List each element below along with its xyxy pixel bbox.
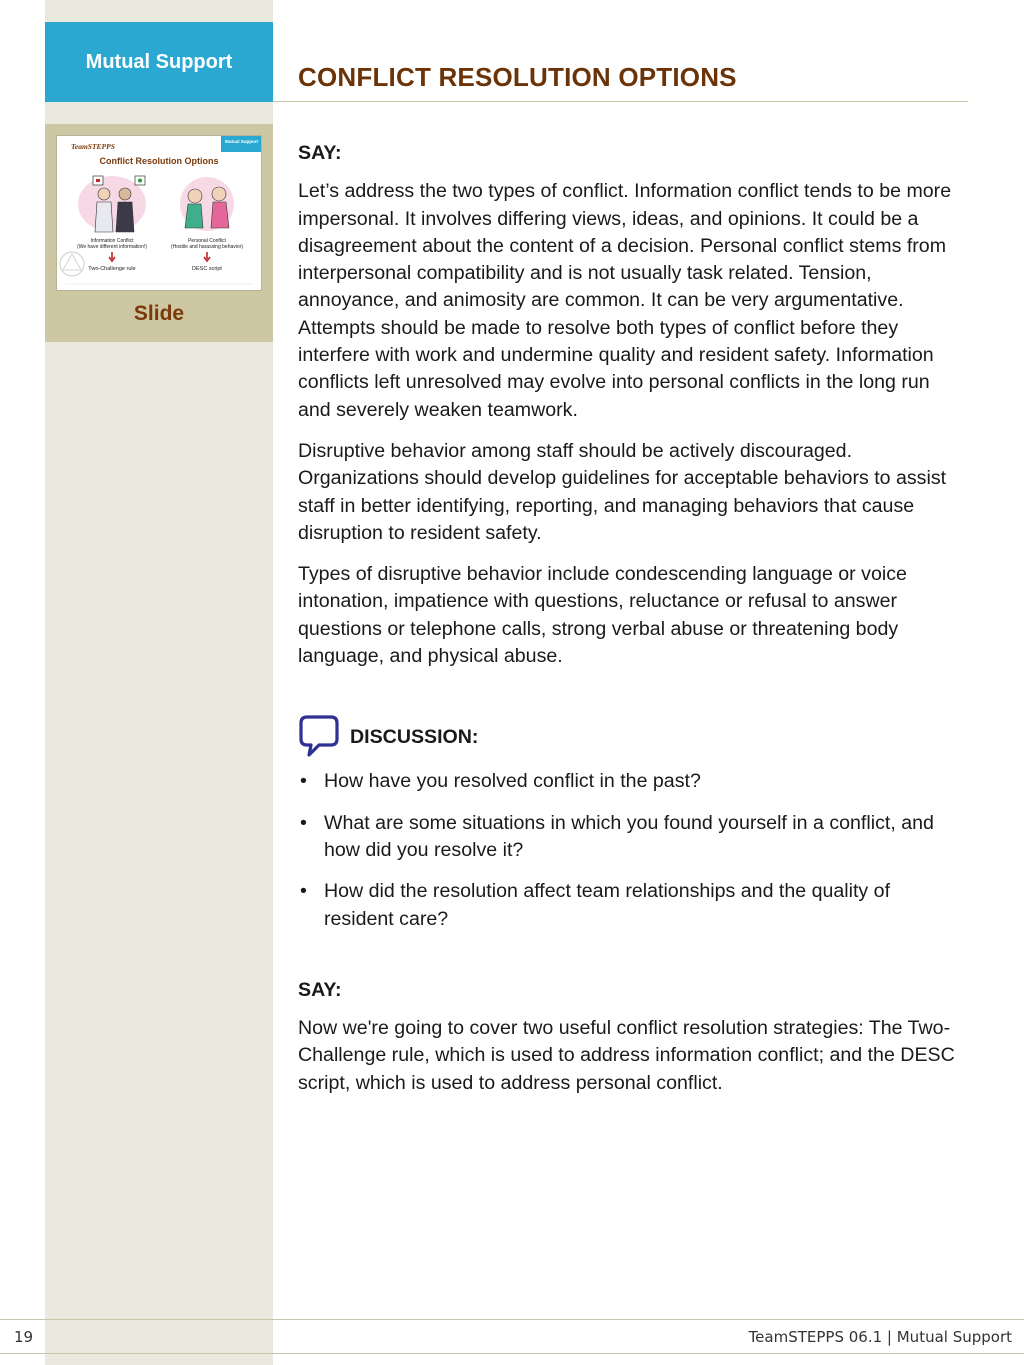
thumb-right-strategy: DESC script [192,266,222,272]
list-item-text: What are some situations in which you found yourself in a conflict, and how did you resolve it? [324,811,934,861]
discussion-list [298,768,963,932]
title-divider [273,101,968,102]
thumb-figure-head [188,189,202,203]
list-item [298,810,963,865]
list-item [298,768,963,795]
speech-bubble-icon [298,714,340,758]
thumb-left-caption-1: Information Conflict [90,238,134,244]
thumb-brand: TeamSTEPPS [71,142,115,151]
slide-thumbnail [56,135,262,291]
paragraph: Let’s address the two types of conflict. Information conflict tends to be more impersonal. It involves differing views, ideas, and opinions. It could be a disagreement about the content of a decision. Personal conflict stems from interpersonal compatibility and is not usually task related. Tension, annoyance, and animosity are common. It can be very argumentative. Attempts should be made to resolve both types of conflict before they interfere with work and undermine quality and resident safety. Information conflicts left unresolved may evolve into personal conflicts in the long run and severely weaken teamwork. [298,180,952,421]
page-number: 19 [14,1328,34,1346]
thumb-figure-body [211,202,229,228]
bullet: • [300,880,307,903]
thumb-figure-body [95,202,113,232]
section-tab [45,22,273,102]
discussion-heading [298,714,963,762]
bullet: • [300,770,307,793]
list-item-text: How did the resolution affect team relationships and the quality of resident care? [324,880,891,930]
footer-divider [0,1353,1024,1354]
thumb-left-strategy: Two-Challenge rule [88,266,136,272]
say-label: SAY: [298,142,342,164]
list-item [298,878,963,933]
list-item-text: How have you resolved conflict in the past? [324,770,701,793]
thumb-figure-body [185,204,203,228]
slide-thumbnail-graphic [57,136,261,290]
footer-divider [0,1319,1024,1320]
thumb-figure-head [212,187,226,201]
page-title: CONFLICT RESOLUTION OPTIONS [298,62,737,92]
bullet: • [300,811,307,834]
thumb-corner-tag: Mutual Support [225,139,258,144]
footer-text: TeamSTEPPS 06.1 | Mutual Support [748,1328,1012,1346]
slide-label: Slide [133,302,185,325]
paragraph: Now we're going to cover two useful conflict resolution strategies: The Two-Challenge rule, which is used to address information conflict; and the DESC script, which is used to address personal conflict. [298,1017,955,1094]
say-label: SAY: [298,978,342,1001]
paragraph: Disruptive behavior among staff should be actively discouraged. Organizations should develop guidelines for acceptable behaviors to assist staff in better identifying, reporting, and managing behaviors that cause disruption to resident safety. [298,439,947,544]
paragraph: Types of disruptive behavior include condescending language or voice intonation, impatience with questions, reluctance or refusal to answer questions or telephone calls, strong verbal abuse or threatening body language, and physical abuse. [298,563,907,668]
thumb-right-caption-2: (Hostile and harassing behavior) [171,244,243,250]
main-content [298,140,963,1111]
thumb-right-caption-1: Personal Conflict [188,238,226,244]
thumb-figure-head [98,188,110,200]
section-tab-label: Mutual Support [85,51,233,73]
thumb-title: Conflict Resolution Options [99,156,219,166]
thumb-figure-body [116,202,134,232]
thumb-figure-head [119,188,131,200]
thumb-left-caption-2: (We have different information!) [77,244,147,250]
discussion-label: DISCUSSION: [350,726,479,749]
